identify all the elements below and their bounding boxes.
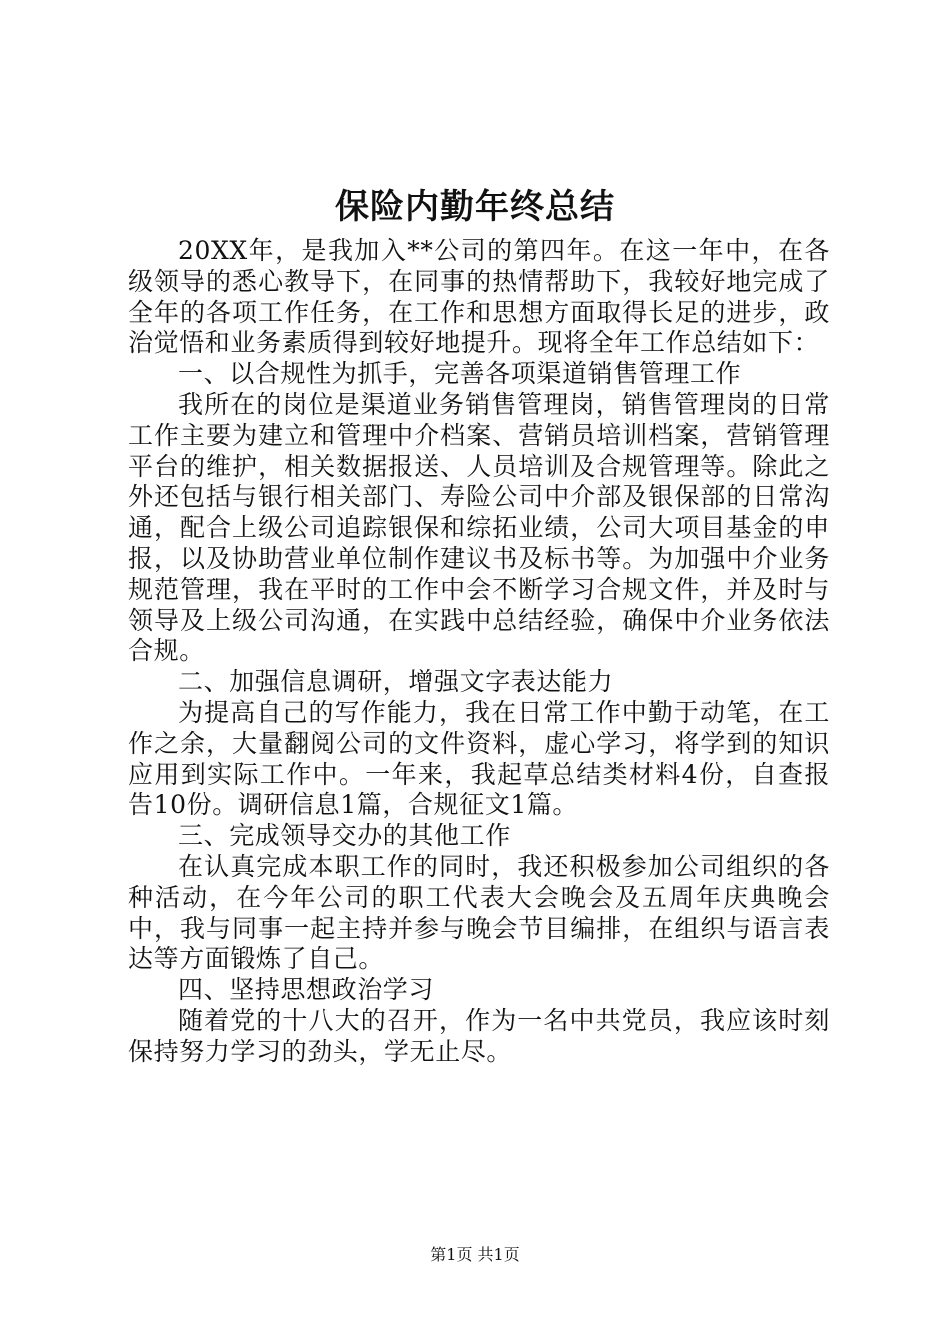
section-heading-2: 二、加强信息调研，增强文字表达能力 xyxy=(178,667,614,697)
section-heading-1: 一、以合规性为抓手，完善各项渠道销售管理工作 xyxy=(178,359,742,389)
paragraph-section-3: 在认真完成本职工作的同时，我还积极参加公司组织的各种活动，在今年公司的职工代表大会晚会及五周年庆典晚会中，我与同事一起主持并参与晚会节目编排，在组织与语言表达等方面锻炼了自己。 xyxy=(128,851,830,974)
document-title: 保险内勤年终总结 xyxy=(335,187,615,227)
page-footer: 第1页 共1页 xyxy=(430,1245,520,1264)
document-body xyxy=(128,236,830,1068)
paragraph-section-4: 随着党的十八大的召开，作为一名中共党员，我应该时刻保持努力学习的劲头，学无止尽。 xyxy=(128,1005,830,1066)
paragraph-section-2: 为提高自己的写作能力，我在日常工作中勤于动笔，在工作之余，大量翻阅公司的文件资料，虚心学习，将学到的知识应用到实际工作中。一年来，我起草总结类材料4份，自查报告10份。调研信息1篇，合规征文1篇。 xyxy=(128,697,830,820)
paragraph-intro: 20XX年，是我加入**公司的第四年。在这一年中，在各级领导的悉心教导下，在同事的热情帮助下，我较好地完成了全年的各项工作任务，在工作和思想方面取得长足的进步，政治觉悟和业务素质得到较好地提升。现将全年工作总结如下： xyxy=(128,236,830,358)
section-heading-4: 四、坚持思想政治学习 xyxy=(178,975,435,1005)
section-heading-3: 三、完成领导交办的其他工作 xyxy=(178,821,511,851)
paragraph-section-1: 我所在的岗位是渠道业务销售管理岗，销售管理岗的日常工作主要为建立和管理中介档案、营销员培训档案，营销管理平台的维护，相关数据报送、人员培训及合规管理等。除此之外还包括与银行相关部门、寿险公司中介部及银保部的日常沟通，配合上级公司追踪银保和综拓业绩，公司大项目基金的申报，以及协助营业单位制作建议书及标书等。为加强中介业务规范管理，我在平时的工作中会不断学习合规文件，并及时与领导及上级公司沟通，在实践中总结经验，确保中介业务依法合规。 xyxy=(128,389,830,666)
